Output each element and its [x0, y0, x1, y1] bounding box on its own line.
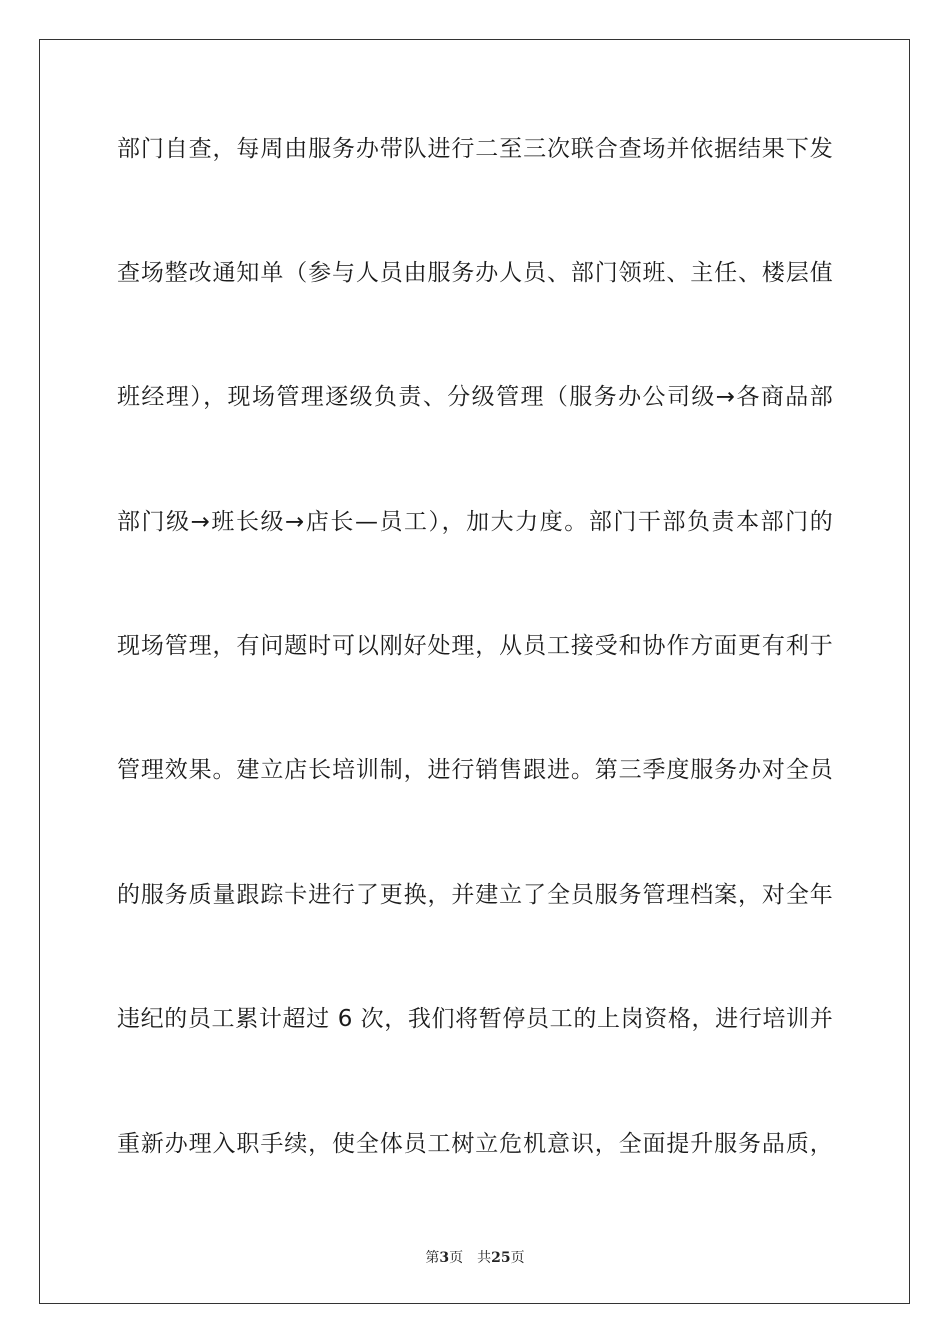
page-footer — [0, 1247, 950, 1267]
footer-total-prefix: 共 — [477, 1250, 492, 1266]
body-text-line-5: 现场管理，有问题时可以刚好处理，从员工接受和协作方面更有利于 — [117, 633, 833, 659]
body-text-line-8: 违纪的员工累计超过 6 次，我们将暂停员工的上岗资格，进行培训并 — [117, 1006, 833, 1032]
body-text-line-9: 重新办理入职手续，使全体员工树立危机意识，全面提升服务品质， — [117, 1131, 833, 1157]
footer-total-number: 25 — [491, 1250, 511, 1266]
footer-page-prefix: 第 — [425, 1250, 440, 1266]
body-text-line-3: 班经理），现场管理逐级负责、分级管理（服务办公司级→各商品部 — [117, 384, 833, 410]
body-text-line-6: 管理效果。建立店长培训制，进行销售跟进。第三季度服务办对全员 — [117, 757, 833, 783]
page-border — [39, 39, 910, 1304]
body-text-line-4: 部门级→班长级→店长—员工），加大力度。部门干部负责本部门的 — [117, 509, 833, 535]
footer-total-suffix: 页 — [510, 1250, 525, 1266]
body-text-line-1: 部门自查，每周由服务办带队进行二至三次联合查场并依据结果下发 — [117, 136, 833, 162]
footer-page-number: 3 — [439, 1250, 450, 1266]
footer-page-suffix: 页 — [449, 1250, 464, 1266]
body-text-line-7: 的服务质量跟踪卡进行了更换，并建立了全员服务管理档案，对全年 — [117, 882, 833, 908]
body-text-line-2: 查场整改通知单（参与人员由服务办人员、部门领班、主任、楼层值 — [117, 260, 833, 286]
